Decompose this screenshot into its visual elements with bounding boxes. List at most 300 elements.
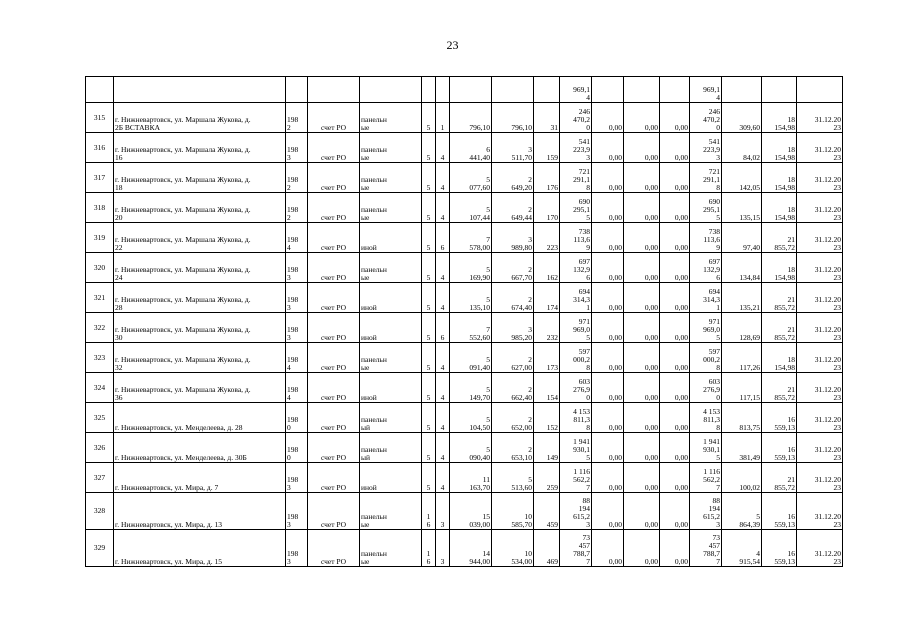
cell-budget-local: 0,00 bbox=[660, 133, 690, 163]
cell-deadline: 31.12.20 23 bbox=[797, 313, 843, 343]
cell-unit-cost: 117,26 bbox=[722, 343, 762, 373]
cell-residents: 223 bbox=[534, 223, 560, 253]
cell-address: г. Нижневартовск, ул. Маршала Жукова, д. 28 bbox=[114, 283, 286, 313]
cell-material: иной bbox=[360, 283, 422, 313]
cell-floors: 5 bbox=[422, 403, 436, 433]
cell-budget-regional: 0,00 bbox=[624, 530, 660, 567]
cell-total-cost: 4 153 811,3 8 bbox=[560, 403, 592, 433]
cell-residents: 159 bbox=[534, 133, 560, 163]
cell-residents: 459 bbox=[534, 493, 560, 530]
cell-budget-local: 0,00 bbox=[660, 103, 690, 133]
cell-no: 323 bbox=[86, 343, 114, 373]
cell-entrances: 6 bbox=[436, 223, 450, 253]
cell-area-total: 5 135,10 bbox=[450, 283, 492, 313]
cell-residents: 176 bbox=[534, 163, 560, 193]
cell-method: счет РО bbox=[308, 403, 360, 433]
cell-budget-federal: 0,00 bbox=[592, 283, 624, 313]
cell-deadline: 31.12.20 23 bbox=[797, 163, 843, 193]
cell-entrances: 4 bbox=[436, 403, 450, 433]
table-row bbox=[86, 283, 843, 313]
cell-area-living: 2 653,10 bbox=[492, 433, 534, 463]
cell-fund-total: 721 291,1 8 bbox=[690, 163, 722, 193]
cell-fund-total: 697 132,9 6 bbox=[690, 253, 722, 283]
cell-material: панельн ые bbox=[360, 163, 422, 193]
cell-entrances bbox=[436, 77, 450, 103]
cell-method: счет РО bbox=[308, 493, 360, 530]
cell-entrances: 4 bbox=[436, 283, 450, 313]
cell-floors: 5 bbox=[422, 373, 436, 403]
cell-address: г. Нижневартовск, ул. Маршала Жукова, д. 20 bbox=[114, 193, 286, 223]
cell-year: 198 3 bbox=[286, 493, 308, 530]
cell-area-total: 796,10 bbox=[450, 103, 492, 133]
cell-budget-federal: 0,00 bbox=[592, 530, 624, 567]
cell-method: счет РО bbox=[308, 530, 360, 567]
cell-area-total: 5 090,40 bbox=[450, 433, 492, 463]
cell-floors: 1 6 bbox=[422, 530, 436, 567]
cell-unit-cost bbox=[722, 77, 762, 103]
cell-unit-cost: 5 864,39 bbox=[722, 493, 762, 530]
cell-total-cost: 738 113,6 9 bbox=[560, 223, 592, 253]
cell-budget-local: 0,00 bbox=[660, 313, 690, 343]
cell-total-cost: 246 470,2 0 bbox=[560, 103, 592, 133]
table-row bbox=[86, 530, 843, 567]
cell-unit-cost: 117,15 bbox=[722, 373, 762, 403]
cell-total-cost: 971 969,0 5 bbox=[560, 313, 592, 343]
cell-year: 198 3 bbox=[286, 253, 308, 283]
cell-entrances: 4 bbox=[436, 343, 450, 373]
cell-method: счет РО bbox=[308, 133, 360, 163]
cell-floors: 5 bbox=[422, 463, 436, 493]
cell-unit-cost: 381,49 bbox=[722, 433, 762, 463]
table-row bbox=[86, 103, 843, 133]
cell-total-cost: 694 314,3 1 bbox=[560, 283, 592, 313]
cell-no: 319 bbox=[86, 223, 114, 253]
cell-area-total: 7 578,00 bbox=[450, 223, 492, 253]
cell-material: иной bbox=[360, 373, 422, 403]
cell-deadline: 31.12.20 23 bbox=[797, 103, 843, 133]
cell-budget-regional: 0,00 bbox=[624, 283, 660, 313]
cell-floors: 5 bbox=[422, 283, 436, 313]
cell-budget-local: 0,00 bbox=[660, 253, 690, 283]
cell-no: 325 bbox=[86, 403, 114, 433]
cell-total-cost: 1 941 930,1 5 bbox=[560, 433, 592, 463]
cell-floors bbox=[422, 77, 436, 103]
cell-method bbox=[308, 77, 360, 103]
cell-no: 328 bbox=[86, 493, 114, 530]
cell-material: панельн ые bbox=[360, 193, 422, 223]
cell-budget-federal bbox=[592, 77, 624, 103]
cell-material: панельн ый bbox=[360, 403, 422, 433]
cell-method: счет РО bbox=[308, 253, 360, 283]
cell-residents: 259 bbox=[534, 463, 560, 493]
cell-area-living: 2 667,70 bbox=[492, 253, 534, 283]
cell-budget-regional: 0,00 bbox=[624, 103, 660, 133]
cell-budget-local: 0,00 bbox=[660, 343, 690, 373]
cell-area-total: 5 104,50 bbox=[450, 403, 492, 433]
cell-area-total: 11 163,70 bbox=[450, 463, 492, 493]
cell-unit-limit: 16 559,13 bbox=[762, 403, 797, 433]
cell-total-cost: 597 000,2 8 bbox=[560, 343, 592, 373]
cell-fund-total: 969,1 4 bbox=[690, 77, 722, 103]
cell-material: панельн ые bbox=[360, 530, 422, 567]
cell-total-cost: 603 276,9 0 bbox=[560, 373, 592, 403]
cell-deadline: 31.12.20 23 bbox=[797, 193, 843, 223]
cell-budget-regional: 0,00 bbox=[624, 493, 660, 530]
cell-unit-cost: 84,02 bbox=[722, 133, 762, 163]
cell-method: счет РО bbox=[308, 433, 360, 463]
cell-address: г. Нижневартовск, ул. Маршала Жукова, д. 2Б ВСТАВКА bbox=[114, 103, 286, 133]
table-row bbox=[86, 493, 843, 530]
cell-unit-cost: 100,02 bbox=[722, 463, 762, 493]
cell-fund-total: 88 194 615,2 3 bbox=[690, 493, 722, 530]
cell-budget-regional: 0,00 bbox=[624, 223, 660, 253]
cell-residents bbox=[534, 77, 560, 103]
cell-budget-local: 0,00 bbox=[660, 193, 690, 223]
cell-total-cost: 721 291,1 8 bbox=[560, 163, 592, 193]
cell-no: 321 bbox=[86, 283, 114, 313]
table-row bbox=[86, 403, 843, 433]
cell-floors: 5 bbox=[422, 103, 436, 133]
cell-unit-limit: 18 154,98 bbox=[762, 193, 797, 223]
cell-deadline: 31.12.20 23 bbox=[797, 253, 843, 283]
cell-floors: 5 bbox=[422, 133, 436, 163]
cell-deadline: 31.12.20 23 bbox=[797, 530, 843, 567]
cell-area-total: 14 944,00 bbox=[450, 530, 492, 567]
cell-address: г. Нижневартовск, ул. Менделеева, д. 28 bbox=[114, 403, 286, 433]
cell-no: 315 bbox=[86, 103, 114, 133]
cell-fund-total: 603 276,9 0 bbox=[690, 373, 722, 403]
cell-deadline: 31.12.20 23 bbox=[797, 223, 843, 253]
cell-budget-regional: 0,00 bbox=[624, 463, 660, 493]
cell-year: 198 3 bbox=[286, 313, 308, 343]
cell-unit-limit: 21 855,72 bbox=[762, 463, 797, 493]
cell-budget-federal: 0,00 bbox=[592, 433, 624, 463]
cell-unit-limit: 21 855,72 bbox=[762, 223, 797, 253]
cell-total-cost: 690 295,1 5 bbox=[560, 193, 592, 223]
cell-fund-total: 4 153 811,3 8 bbox=[690, 403, 722, 433]
cell-fund-total: 738 113,6 9 bbox=[690, 223, 722, 253]
cell-year: 198 3 bbox=[286, 530, 308, 567]
cell-residents: 149 bbox=[534, 433, 560, 463]
cell-entrances: 4 bbox=[436, 133, 450, 163]
cell-area-total: 5 077,60 bbox=[450, 163, 492, 193]
cell-entrances: 4 bbox=[436, 433, 450, 463]
cell-material: иной bbox=[360, 313, 422, 343]
cell-deadline: 31.12.20 23 bbox=[797, 343, 843, 373]
cell-address: г. Нижневартовск, ул. Мира, д. 13 bbox=[114, 493, 286, 530]
cell-area-living: 3 985,20 bbox=[492, 313, 534, 343]
cell-no: 324 bbox=[86, 373, 114, 403]
cell-unit-limit: 16 559,13 bbox=[762, 433, 797, 463]
cell-year: 198 2 bbox=[286, 103, 308, 133]
cell-material: панельн ые bbox=[360, 343, 422, 373]
cell-budget-federal: 0,00 bbox=[592, 193, 624, 223]
cell-year: 198 0 bbox=[286, 403, 308, 433]
housing-register-table bbox=[85, 76, 843, 567]
cell-address: г. Нижневартовск, ул. Маршала Жукова, д. 32 bbox=[114, 343, 286, 373]
cell-budget-federal: 0,00 bbox=[592, 343, 624, 373]
cell-budget-federal: 0,00 bbox=[592, 403, 624, 433]
cell-no bbox=[86, 77, 114, 103]
cell-total-cost: 969,1 4 bbox=[560, 77, 592, 103]
cell-year: 198 3 bbox=[286, 463, 308, 493]
cell-residents: 162 bbox=[534, 253, 560, 283]
cell-fund-total: 246 470,2 0 bbox=[690, 103, 722, 133]
cell-budget-regional: 0,00 bbox=[624, 373, 660, 403]
cell-floors: 5 bbox=[422, 313, 436, 343]
cell-unit-cost: 135,21 bbox=[722, 283, 762, 313]
cell-unit-cost: 142,05 bbox=[722, 163, 762, 193]
cell-material: панельн ый bbox=[360, 433, 422, 463]
cell-fund-total: 1 941 930,1 5 bbox=[690, 433, 722, 463]
cell-method: счет РО bbox=[308, 283, 360, 313]
cell-budget-federal: 0,00 bbox=[592, 313, 624, 343]
cell-budget-local: 0,00 bbox=[660, 463, 690, 493]
cell-address: г. Нижневартовск, ул. Менделеева, д. 30Б bbox=[114, 433, 286, 463]
cell-budget-federal: 0,00 bbox=[592, 163, 624, 193]
cell-fund-total: 694 314,3 1 bbox=[690, 283, 722, 313]
cell-method: счет РО bbox=[308, 343, 360, 373]
table-row bbox=[86, 223, 843, 253]
cell-entrances: 4 bbox=[436, 373, 450, 403]
cell-budget-federal: 0,00 bbox=[592, 103, 624, 133]
cell-year: 198 3 bbox=[286, 283, 308, 313]
cell-no: 327 bbox=[86, 463, 114, 493]
cell-year: 198 4 bbox=[286, 343, 308, 373]
table-row bbox=[86, 313, 843, 343]
cell-budget-regional: 0,00 bbox=[624, 403, 660, 433]
cell-area-living: 5 513,60 bbox=[492, 463, 534, 493]
page-number: 23 bbox=[446, 38, 459, 52]
cell-deadline: 31.12.20 23 bbox=[797, 493, 843, 530]
cell-unit-limit: 18 154,98 bbox=[762, 253, 797, 283]
cell-residents: 170 bbox=[534, 193, 560, 223]
cell-deadline bbox=[797, 77, 843, 103]
cell-address: г. Нижневартовск, ул. Маршала Жукова, д. 36 bbox=[114, 373, 286, 403]
cell-budget-federal: 0,00 bbox=[592, 223, 624, 253]
cell-deadline: 31.12.20 23 bbox=[797, 463, 843, 493]
cell-unit-cost: 309,60 bbox=[722, 103, 762, 133]
cell-budget-federal: 0,00 bbox=[592, 463, 624, 493]
cell-fund-total: 690 295,1 5 bbox=[690, 193, 722, 223]
table-row bbox=[86, 433, 843, 463]
cell-floors: 5 bbox=[422, 253, 436, 283]
table-row bbox=[86, 77, 843, 103]
cell-material: иной bbox=[360, 463, 422, 493]
cell-budget-local: 0,00 bbox=[660, 163, 690, 193]
cell-budget-local bbox=[660, 77, 690, 103]
table-row bbox=[86, 343, 843, 373]
cell-entrances: 6 bbox=[436, 313, 450, 343]
cell-area-living: 796,10 bbox=[492, 103, 534, 133]
cell-unit-limit: 16 559,13 bbox=[762, 493, 797, 530]
cell-total-cost: 1 116 562,2 7 bbox=[560, 463, 592, 493]
cell-residents: 174 bbox=[534, 283, 560, 313]
table-row bbox=[86, 133, 843, 163]
cell-area-living: 10 585,70 bbox=[492, 493, 534, 530]
cell-budget-federal: 0,00 bbox=[592, 253, 624, 283]
cell-year: 198 2 bbox=[286, 163, 308, 193]
cell-area-living: 2 649,44 bbox=[492, 193, 534, 223]
cell-budget-local: 0,00 bbox=[660, 433, 690, 463]
cell-material bbox=[360, 77, 422, 103]
cell-unit-limit: 18 154,98 bbox=[762, 343, 797, 373]
table-row bbox=[86, 193, 843, 223]
cell-deadline: 31.12.20 23 bbox=[797, 133, 843, 163]
cell-fund-total: 597 000,2 8 bbox=[690, 343, 722, 373]
cell-material: панельн ые bbox=[360, 103, 422, 133]
cell-address: г. Нижневартовск, ул. Маршала Жукова, д. 22 bbox=[114, 223, 286, 253]
cell-no: 329 bbox=[86, 530, 114, 567]
cell-budget-regional bbox=[624, 77, 660, 103]
cell-unit-cost: 813,75 bbox=[722, 403, 762, 433]
cell-budget-local: 0,00 bbox=[660, 283, 690, 313]
cell-floors: 5 bbox=[422, 163, 436, 193]
table-row bbox=[86, 253, 843, 283]
cell-address: г. Нижневартовск, ул. Маршала Жукова, д. 30 bbox=[114, 313, 286, 343]
cell-method: счет РО bbox=[308, 193, 360, 223]
cell-fund-total: 73 457 788,7 7 bbox=[690, 530, 722, 567]
cell-entrances: 3 bbox=[436, 530, 450, 567]
cell-deadline: 31.12.20 23 bbox=[797, 403, 843, 433]
cell-area-total: 5 091,40 bbox=[450, 343, 492, 373]
cell-year: 198 3 bbox=[286, 133, 308, 163]
cell-area-total: 5 169,90 bbox=[450, 253, 492, 283]
cell-material: панельн ые bbox=[360, 253, 422, 283]
cell-fund-total: 1 116 562,2 7 bbox=[690, 463, 722, 493]
cell-area-living: 3 511,70 bbox=[492, 133, 534, 163]
cell-floors: 5 bbox=[422, 223, 436, 253]
cell-method: счет РО bbox=[308, 373, 360, 403]
cell-area-living bbox=[492, 77, 534, 103]
cell-budget-regional: 0,00 bbox=[624, 253, 660, 283]
cell-no: 318 bbox=[86, 193, 114, 223]
cell-unit-cost: 135,15 bbox=[722, 193, 762, 223]
cell-entrances: 3 bbox=[436, 493, 450, 530]
cell-unit-limit: 18 154,98 bbox=[762, 133, 797, 163]
cell-method: счет РО bbox=[308, 163, 360, 193]
cell-unit-limit: 21 855,72 bbox=[762, 283, 797, 313]
cell-unit-cost: 134,84 bbox=[722, 253, 762, 283]
cell-method: счет РО bbox=[308, 463, 360, 493]
cell-area-living: 2 627,00 bbox=[492, 343, 534, 373]
cell-area-total: 7 552,60 bbox=[450, 313, 492, 343]
cell-residents: 154 bbox=[534, 373, 560, 403]
cell-residents: 469 bbox=[534, 530, 560, 567]
cell-budget-local: 0,00 bbox=[660, 493, 690, 530]
table-row bbox=[86, 163, 843, 193]
cell-entrances: 1 bbox=[436, 103, 450, 133]
cell-budget-local: 0,00 bbox=[660, 403, 690, 433]
cell-budget-local: 0,00 bbox=[660, 223, 690, 253]
cell-budget-local: 0,00 bbox=[660, 530, 690, 567]
cell-floors: 5 bbox=[422, 193, 436, 223]
cell-material: панельн ые bbox=[360, 493, 422, 530]
cell-address: г. Нижневартовск, ул. Мира, д. 15 bbox=[114, 530, 286, 567]
cell-entrances: 4 bbox=[436, 193, 450, 223]
cell-floors: 5 bbox=[422, 343, 436, 373]
cell-area-total: 5 149,70 bbox=[450, 373, 492, 403]
cell-deadline: 31.12.20 23 bbox=[797, 283, 843, 313]
cell-total-cost: 88 194 615,2 3 bbox=[560, 493, 592, 530]
cell-no: 316 bbox=[86, 133, 114, 163]
cell-budget-regional: 0,00 bbox=[624, 133, 660, 163]
cell-entrances: 4 bbox=[436, 253, 450, 283]
cell-budget-regional: 0,00 bbox=[624, 343, 660, 373]
cell-budget-federal: 0,00 bbox=[592, 493, 624, 530]
cell-fund-total: 541 223,9 3 bbox=[690, 133, 722, 163]
cell-area-living: 2 662,40 bbox=[492, 373, 534, 403]
cell-method: счет РО bbox=[308, 313, 360, 343]
cell-unit-limit: 16 559,13 bbox=[762, 530, 797, 567]
cell-floors: 5 bbox=[422, 433, 436, 463]
cell-area-total bbox=[450, 77, 492, 103]
cell-unit-cost: 97,40 bbox=[722, 223, 762, 253]
cell-residents: 31 bbox=[534, 103, 560, 133]
cell-area-living: 2 649,20 bbox=[492, 163, 534, 193]
cell-address: г. Нижневартовск, ул. Маршала Жукова, д. 24 bbox=[114, 253, 286, 283]
cell-unit-limit: 18 154,98 bbox=[762, 163, 797, 193]
cell-deadline: 31.12.20 23 bbox=[797, 433, 843, 463]
cell-total-cost: 697 132,9 6 bbox=[560, 253, 592, 283]
cell-total-cost: 73 457 788,7 7 bbox=[560, 530, 592, 567]
cell-budget-regional: 0,00 bbox=[624, 193, 660, 223]
cell-deadline: 31.12.20 23 bbox=[797, 373, 843, 403]
cell-budget-federal: 0,00 bbox=[592, 373, 624, 403]
cell-fund-total: 971 969,0 5 bbox=[690, 313, 722, 343]
cell-area-living: 10 534,00 bbox=[492, 530, 534, 567]
cell-area-total: 5 107,44 bbox=[450, 193, 492, 223]
cell-no: 326 bbox=[86, 433, 114, 463]
cell-budget-regional: 0,00 bbox=[624, 433, 660, 463]
cell-no: 317 bbox=[86, 163, 114, 193]
cell-area-living: 3 989,80 bbox=[492, 223, 534, 253]
cell-budget-local: 0,00 bbox=[660, 373, 690, 403]
cell-unit-limit: 21 855,72 bbox=[762, 313, 797, 343]
cell-budget-regional: 0,00 bbox=[624, 313, 660, 343]
cell-unit-limit bbox=[762, 77, 797, 103]
cell-area-total: 6 441,40 bbox=[450, 133, 492, 163]
cell-material: иной bbox=[360, 223, 422, 253]
cell-year: 198 4 bbox=[286, 373, 308, 403]
table-row bbox=[86, 373, 843, 403]
cell-year bbox=[286, 77, 308, 103]
cell-unit-limit: 18 154,98 bbox=[762, 103, 797, 133]
cell-residents: 152 bbox=[534, 403, 560, 433]
cell-material: панельн ые bbox=[360, 133, 422, 163]
cell-year: 198 2 bbox=[286, 193, 308, 223]
cell-year: 198 0 bbox=[286, 433, 308, 463]
table-row bbox=[86, 463, 843, 493]
cell-no: 320 bbox=[86, 253, 114, 283]
cell-address: г. Нижневартовск, ул. Маршала Жукова, д. 18 bbox=[114, 163, 286, 193]
cell-unit-cost: 4 915,54 bbox=[722, 530, 762, 567]
cell-method: счет РО bbox=[308, 223, 360, 253]
cell-area-total: 15 039,00 bbox=[450, 493, 492, 530]
cell-area-living: 2 674,40 bbox=[492, 283, 534, 313]
cell-entrances: 4 bbox=[436, 463, 450, 493]
cell-address: г. Нижневартовск, ул. Мира, д. 7 bbox=[114, 463, 286, 493]
cell-method: счет РО bbox=[308, 103, 360, 133]
cell-residents: 173 bbox=[534, 343, 560, 373]
cell-unit-cost: 128,69 bbox=[722, 313, 762, 343]
cell-floors: 1 6 bbox=[422, 493, 436, 530]
cell-year: 198 4 bbox=[286, 223, 308, 253]
cell-budget-regional: 0,00 bbox=[624, 163, 660, 193]
cell-area-living: 2 652,00 bbox=[492, 403, 534, 433]
cell-entrances: 4 bbox=[436, 163, 450, 193]
cell-residents: 232 bbox=[534, 313, 560, 343]
